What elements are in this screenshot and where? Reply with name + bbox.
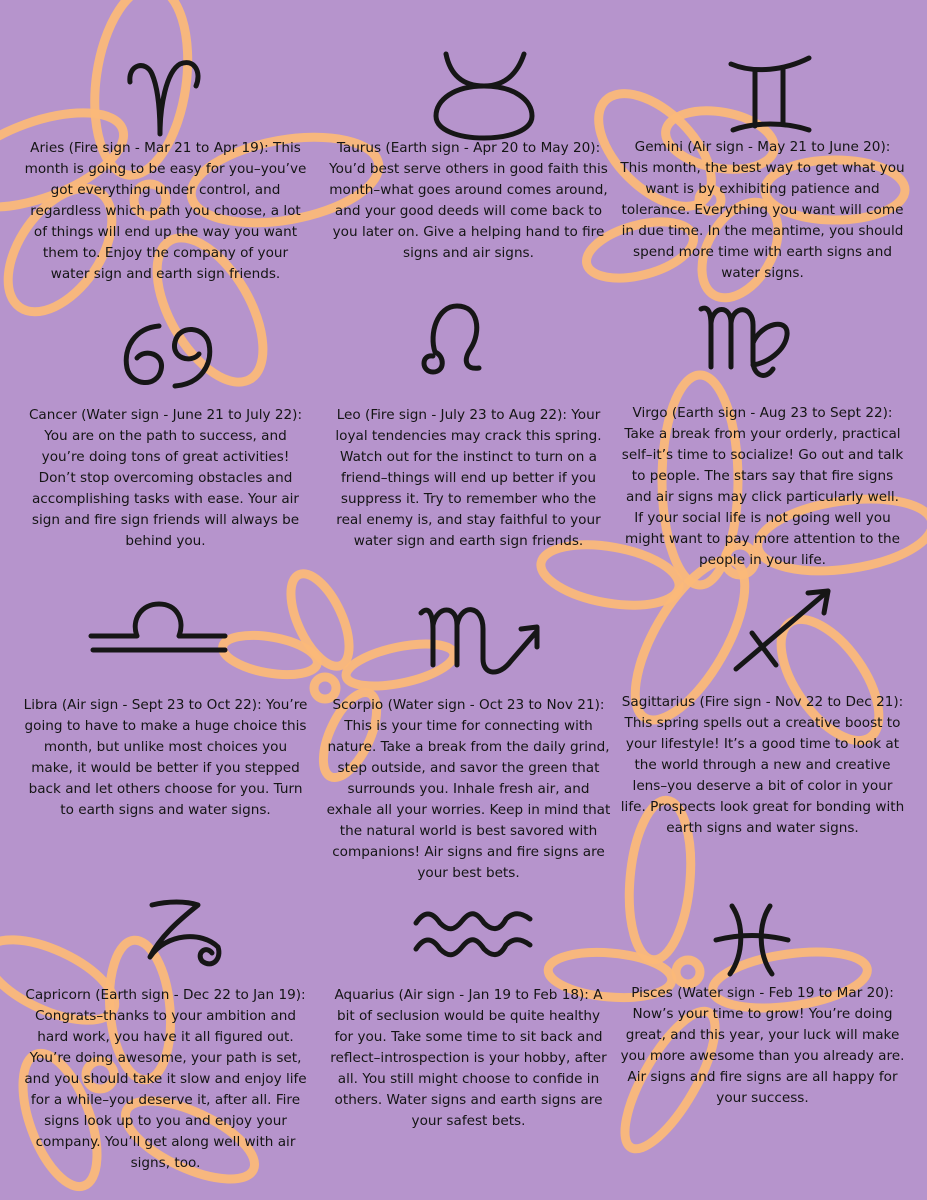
aries-symbol-icon: [118, 52, 208, 137]
aquarius-symbol-icon: [410, 905, 535, 960]
leo-symbol-icon: [415, 298, 500, 378]
libra-horoscope-text: Libra (Air sign - Sept 23 to Oct 22): You’re going to have to make a huge choice this month, but unlike most choices you make, it would be better if you stepped back and let others choose for you. Turn to earth signs and water signs.: [23, 697, 308, 818]
scorpio-horoscope-text: Scorpio (Water sign - Oct 23 to Nov 21): This is your time for connecting with nature. Take a break from the daily grind, step outside, and savor the green that surrounds you. Inhale fresh air, and exhale all your worries. Keep in mind that the natural world is best savored with companions! Air signs and fire signs are your best bets.: [326, 697, 611, 881]
capricorn-symbol-icon: [130, 895, 225, 975]
aries-horoscope-text: Aries (Fire sign - Mar 21 to Apr 19): This month is going to be easy for you–you’ve got everything under control, and regardless which path you choose, a lot of things will end up the way you want them to. Enjoy the company of your water sign and earth sign friends.: [24, 140, 307, 282]
gemini-symbol-icon: [725, 52, 815, 137]
scorpio-symbol-icon: [415, 595, 550, 685]
gemini-horoscope-text: Gemini (Air sign - May 21 to June 20): This month, the best way to get what you want is by exhibiting patience and tolerance. Everything you want will come in due time. In the meantime, you should spend more time with earth signs and water signs.: [620, 139, 905, 281]
libra-symbol-icon: [85, 600, 230, 655]
aquarius-horoscope-text: Aquarius (Air sign - Jan 19 to Feb 18): A bit of seclusion would be quite healthy for you. Take some time to sit back and reflect–introspection is your hobby, after all. You still might choose to confide in others. Water signs and earth signs are your safest bets.: [330, 987, 607, 1129]
virgo-symbol-icon: [695, 295, 795, 385]
taurus-symbol-icon: [428, 42, 543, 142]
capricorn-horoscope-text: Capricorn (Earth sign - Dec 22 to Jan 19): Congrats–thanks to your ambition and hard work, you have it all figured out. You’re doing awesome, your path is set, and you should take it slow and enjoy life for a while–you deserve it, after all. Fire signs look up to you and enjoy your company. You’ll get along well with air signs, too.: [24, 987, 307, 1171]
pisces-horoscope-text: Pisces (Water sign - Feb 19 to Mar 20): Now’s your time to grow! You’re doing great, and this year, your luck will make you more awesome than you already are. Air signs and fire signs are all happy for your success.: [620, 985, 905, 1106]
leo-horoscope-text: Leo (Fire sign - July 23 to Aug 22): Your loyal tendencies may crack this spring. Watch out for the instinct to turn on a friend–things will end up better if you suppress it. Try to remember who the real enemy is, and stay faithful to your water sign and earth sign friends.: [335, 407, 602, 549]
cancer-horoscope-text: Cancer (Water sign - June 21 to July 22): You are on the path to success, and you’re doing tons of great activities! Don’t stop overcoming obstacles and accomplishing tasks with ease. Your air sign and fire sign friends will always be behind you.: [28, 407, 303, 549]
cancer-symbol-icon: [115, 318, 220, 393]
sagittarius-horoscope-text: Sagittarius (Fire sign - Nov 22 to Dec 21): This spring spells out a creative boost to your lifestyle! It’s a good time to look at the world through a new and creative lens–you deserve a bit of color in your life. Prospects look great for bonding with earth signs and water signs.: [620, 694, 905, 836]
pisces-symbol-icon: [712, 900, 792, 980]
virgo-horoscope-text: Virgo (Earth sign - Aug 23 to Sept 22): Take a break from your orderly, practical self–it’s time to socialize! Go out and talk to people. The stars say that fire signs and air signs may click particularly well. If your social life is not going well you might want to pay more attention to the people in your life.: [621, 405, 904, 568]
sagittarius-symbol-icon: [730, 585, 835, 675]
taurus-horoscope-text: Taurus (Earth sign - Apr 20 to May 20): You’d best serve others in good faith this month–what goes around comes around, and your good deeds will come back to you later on. Give a helping hand to fire signs and air signs.: [329, 140, 608, 261]
